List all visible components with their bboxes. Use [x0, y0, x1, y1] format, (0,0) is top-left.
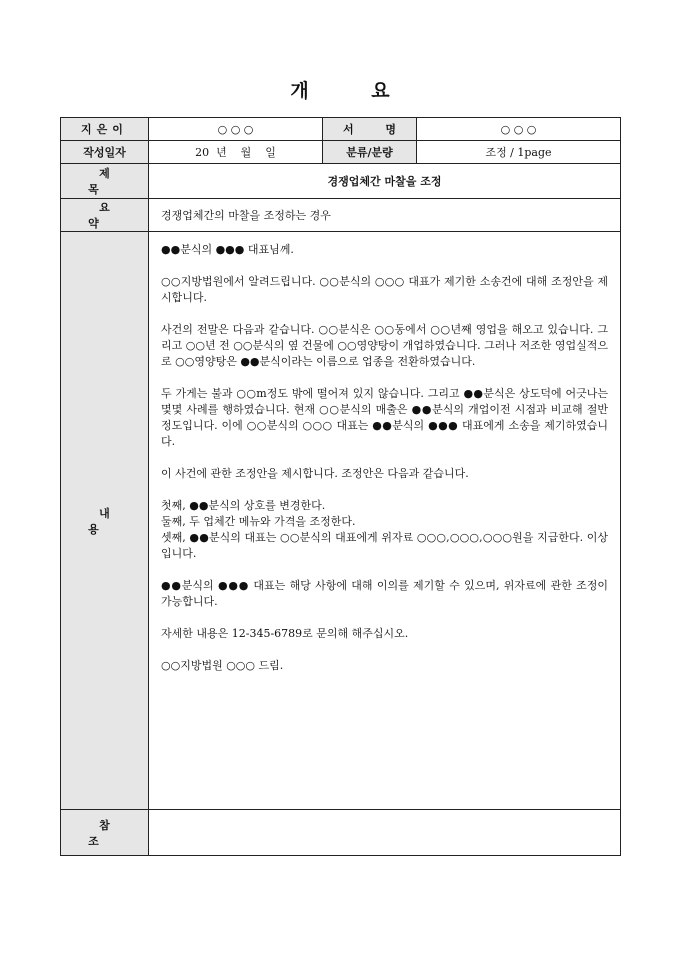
- summary-value: 경쟁업체간의 마찰을 조정하는 경우: [149, 199, 621, 232]
- author-label: 지은이: [61, 118, 149, 141]
- summary-label: 요 약: [61, 199, 149, 232]
- document-title: 개 요: [290, 80, 418, 102]
- subject-value: 경쟁업체간 마찰을 조정: [149, 164, 621, 199]
- paragraph-6: 자세한 내용은 12-345-6789로 문의해 해주십시오.: [161, 627, 409, 640]
- content-label: 내 용: [61, 232, 149, 810]
- paragraph-2: 사건의 전말은 다음과 같습니다. ○○분식은 ○○동에서 ○○년째 영업을 해오고 있습니다. 그리고 ○○년 전 ○○분식의 옆 건물에 ○○영양탕이 개업하였습니다. 그러나 저조한 영업실적으로 ○○영양탕은 ●●분식이라는 이름으로 업종을 전환하였습니다.: [161, 323, 608, 368]
- proposal-item-2: 둘째, 두 업체간 메뉴와 가격을 조정한다.: [161, 515, 356, 528]
- closing: ○○지방법원 ○○○ 드림.: [161, 659, 284, 672]
- signature-value: ○ ○ ○: [417, 118, 621, 141]
- reference-value: [149, 810, 621, 856]
- paragraph-5: ●●분식의 ●●● 대표는 해당 사항에 대해 이의를 제기할 수 있으며, 위자료에 관한 조정이 가능합니다.: [161, 579, 608, 608]
- date-value: 20 년 월 일: [149, 141, 323, 164]
- reference-label: 참 조: [61, 810, 149, 856]
- subject-label: 제 목: [61, 164, 149, 199]
- content-body: [149, 232, 621, 810]
- paragraph-3: 두 가게는 불과 ○○m정도 밖에 떨어져 있지 않습니다. 그리고 ●●분식은 상도덕에 어긋나는 몇몇 사례를 행하였습니다. 현재 ○○분식의 매출은 ●●분식의 개업이전 시점과 비교해 절반정도입니다. 이에 ○○분식의 ○○○ 대표는 ●●분식의 ●●● 대표에게 소송을 제기하였습니다.: [161, 387, 608, 448]
- paragraph-1: ○○지방법원에서 알려드립니다. ○○분식의 ○○○ 대표가 제기한 소송건에 대해 조정안을 제시합니다.: [161, 275, 608, 304]
- category-label: 분류/분량: [323, 141, 417, 164]
- proposal-item-1: 첫째, ●●분식의 상호를 변경한다.: [161, 499, 326, 512]
- summary-table: [60, 117, 621, 856]
- category-value: 조정 / 1page: [417, 141, 621, 164]
- date-label: 작성일자: [61, 141, 149, 164]
- salutation: ●●분식의 ●●● 대표님께.: [161, 243, 294, 256]
- proposal-list: [161, 498, 608, 562]
- signature-label: 서 명: [323, 118, 417, 141]
- author-value: ○ ○ ○: [149, 118, 323, 141]
- paragraph-4: 이 사건에 관한 조정안을 제시합니다. 조정안은 다음과 같습니다.: [161, 467, 469, 480]
- proposal-item-3: 셋째, ●●분식의 대표는 ○○분식의 대표에게 위자료 ○○○,○○○,○○○원을 지급한다. 이상입니다.: [161, 531, 608, 560]
